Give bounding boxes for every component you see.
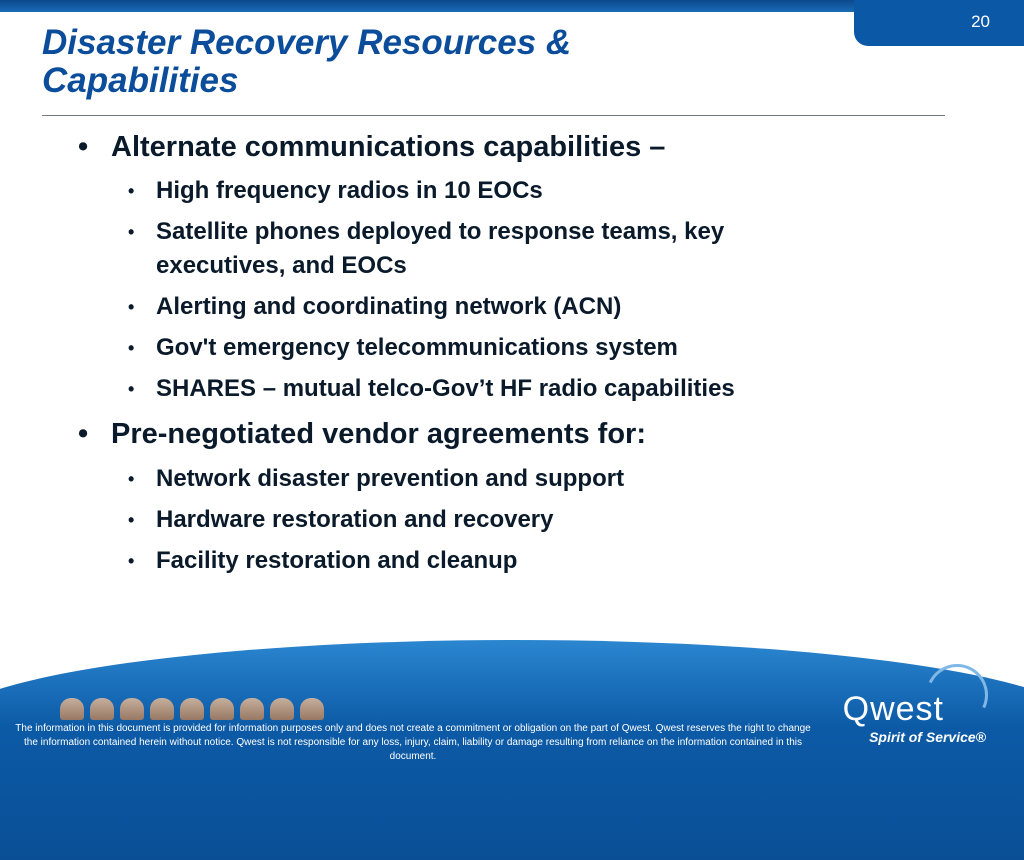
slide-title-line-1: Disaster Recovery Resources &: [42, 23, 572, 62]
bullet-text: Pre-negotiated vendor agreements for:: [111, 418, 646, 450]
person-photo: [90, 698, 114, 720]
person-photo: [150, 698, 174, 720]
footer-disclaimer: The information in this document is provided for information purposes only and does not create a commitment or obligation on the part of Qwest. Qwest reserves the right to change the information contained herein without notice. Qwest is not responsible for any loss, injury, claim, liability or damage resulting from reliance on the information contained in this document.: [15, 723, 811, 762]
sub-bullet-icon: •: [128, 469, 135, 489]
brand-tagline: Spirit of Service®: [869, 729, 986, 745]
bullet-icon: •: [78, 131, 89, 163]
person-photo: [180, 698, 204, 720]
slide-number: 20: [971, 12, 990, 31]
sub-bullet-text: Network disaster prevention and support: [156, 465, 625, 492]
person-photo: [270, 698, 294, 720]
title-divider: [42, 115, 945, 116]
sub-bullet-text: Gov't emergency telecommunications system: [156, 334, 678, 361]
sub-bullet-text: SHARES – mutual telco-Gov’t HF radio capabilities: [156, 375, 735, 402]
sub-bullet-icon: •: [128, 338, 135, 358]
bullet-icon: •: [78, 418, 89, 450]
sub-bullet-text: Facility restoration and cleanup: [156, 547, 518, 574]
person-photo: [120, 698, 144, 720]
bullet-text: Alternate communications capabilities –: [111, 131, 666, 163]
qwest-logo: Qwest: [842, 690, 944, 728]
footer-people-strip: [60, 698, 324, 720]
person-photo: [60, 698, 84, 720]
person-photo: [240, 698, 264, 720]
person-photo: [210, 698, 234, 720]
sub-bullet-text: High frequency radios in 10 EOCs: [156, 177, 543, 204]
sub-bullet-icon: •: [128, 379, 135, 399]
sub-bullet-text: Hardware restoration and recovery: [156, 506, 554, 533]
sub-bullet-text: Alerting and coordinating network (ACN): [156, 293, 622, 320]
sub-bullet-icon: •: [128, 181, 135, 201]
sub-bullet-icon: •: [128, 297, 135, 317]
sub-bullet-text: Satellite phones deployed to response teams, key executives, and EOCs: [156, 218, 725, 279]
slide-title: [42, 24, 842, 100]
sub-bullet-icon: •: [128, 222, 135, 242]
person-photo: [300, 698, 324, 720]
sub-bullet-icon: •: [128, 551, 135, 571]
sub-bullet-icon: •: [128, 510, 135, 530]
slide-title-line-2: Capabilities: [42, 61, 239, 100]
slide-number-tab: [854, 0, 1024, 46]
